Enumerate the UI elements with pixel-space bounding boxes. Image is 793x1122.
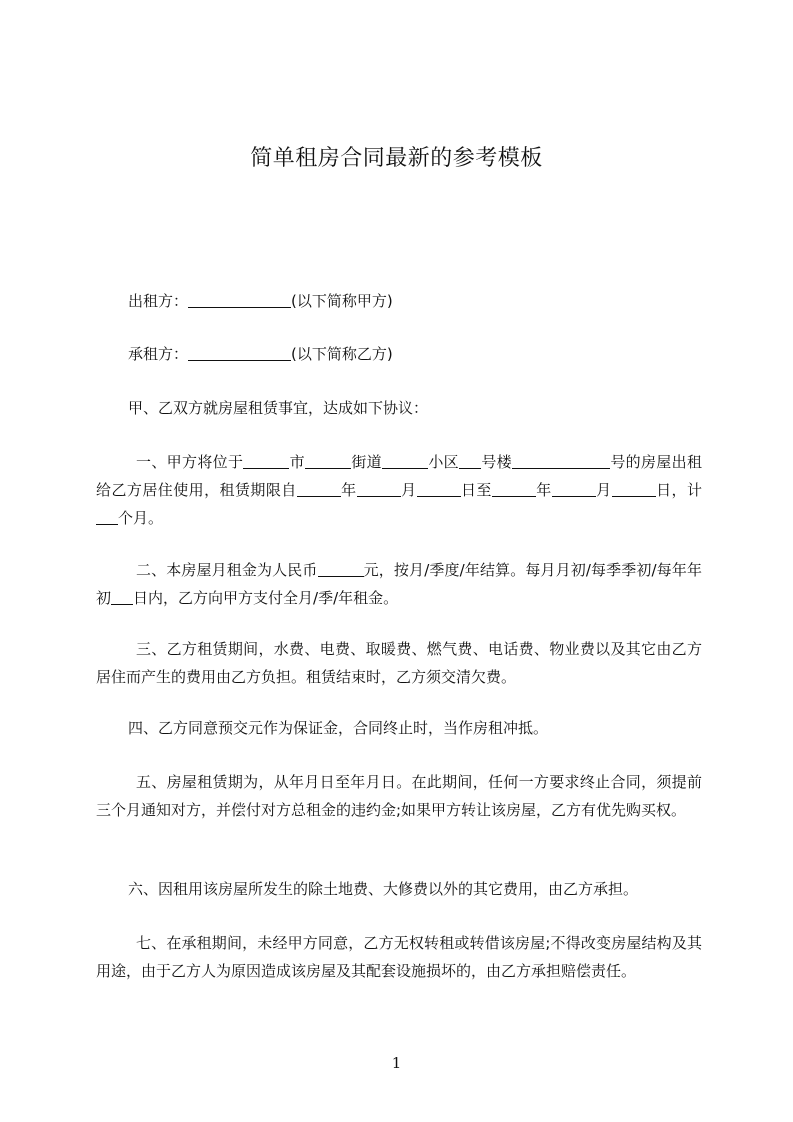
clause-1-text-1: 一、甲方将位于 xyxy=(136,453,244,471)
clause-2-text-1: 二、本房屋月租金为人民币 xyxy=(136,561,318,579)
clause-1-text-8: 月 xyxy=(400,481,417,499)
rent-amount-blank xyxy=(318,560,364,577)
clause-1-text-12: 日，计 xyxy=(655,481,702,499)
clause-1 xyxy=(96,448,702,532)
page-number: 1 xyxy=(391,1054,402,1072)
document-title: 简单租房合同最新的参考模板 xyxy=(250,146,543,171)
end-month-blank xyxy=(552,480,596,497)
clause-1-text-2: 市 xyxy=(289,453,305,471)
start-day-blank xyxy=(417,480,461,497)
start-month-blank xyxy=(357,480,401,497)
clause-5: 五、房屋租赁期为，从年月日至年月日。在此期间，任何一方要求终止合同，须提前三个月通知对方，并偿付对方总租金的违约金;如果甲方转让该房屋，乙方有优先购买权。 xyxy=(96,773,702,819)
lessee-blank xyxy=(188,344,291,361)
clause-1-text-3: 街道 xyxy=(350,453,382,471)
intro-paragraph: 甲、乙双方就房屋租赁事宜，达成如下协议： xyxy=(128,399,429,417)
clause-1-text-6: 号的房屋出租给乙方居住使用，租赁期限自 xyxy=(96,453,702,499)
start-year-blank xyxy=(297,480,341,497)
clause-3: 三、乙方租赁期间，水费、电费、取暖费、燃气费、电话费、物业费以及其它由乙方居住而产生的费用由乙方负担。租赁结束时，乙方须交清欠费。 xyxy=(96,640,702,686)
end-year-blank xyxy=(492,480,536,497)
clause-1-text-13: 个月。 xyxy=(118,509,164,527)
community-blank xyxy=(382,452,428,469)
lessee-note: (以下简称乙方) xyxy=(291,345,393,363)
clause-2-text-2: 元，按月/季度/年结算。每月月初/每季季初/每年年初 xyxy=(96,561,702,607)
clause-1-text-11: 月 xyxy=(595,481,612,499)
clause-2 xyxy=(96,556,702,612)
clause-1-text-7: 年 xyxy=(340,481,357,499)
lessee-line xyxy=(96,340,702,368)
clause-2-text-3: 日内，乙方向甲方支付全月/季/年租金。 xyxy=(133,589,399,607)
building-blank xyxy=(459,452,481,469)
clause-7: 七、在承租期间，未经甲方同意，乙方无权转租或转借该房屋;不得改变房屋结构及其用途，由于乙方人为原因造成该房屋及其配套设施损坏的，由乙方承担赔偿责任。 xyxy=(96,934,702,980)
clause-6: 六、因租用该房屋所发生的除土地费、大修费以外的其它费用，由乙方承担。 xyxy=(128,880,639,898)
lessor-line xyxy=(96,287,702,315)
street-blank xyxy=(305,452,351,469)
unit-blank xyxy=(512,452,610,469)
clause-1-text-4: 小区 xyxy=(427,453,459,471)
lessor-note: (以下简称甲方) xyxy=(291,292,393,310)
clause-1-text-5: 号楼 xyxy=(480,453,512,471)
lessor-label: 出租方： xyxy=(128,292,189,310)
clause-1-text-9: 日至 xyxy=(460,481,492,499)
lessee-label: 承租方： xyxy=(128,345,189,363)
city-blank xyxy=(243,452,289,469)
clause-4: 四、乙方同意预交元作为保证金，合同终止时，当作房租冲抵。 xyxy=(128,719,549,737)
end-day-blank xyxy=(612,480,656,497)
lessor-blank xyxy=(188,291,291,308)
payment-days-blank xyxy=(111,588,133,605)
clause-1-text-10: 年 xyxy=(535,481,552,499)
months-blank xyxy=(96,508,118,525)
